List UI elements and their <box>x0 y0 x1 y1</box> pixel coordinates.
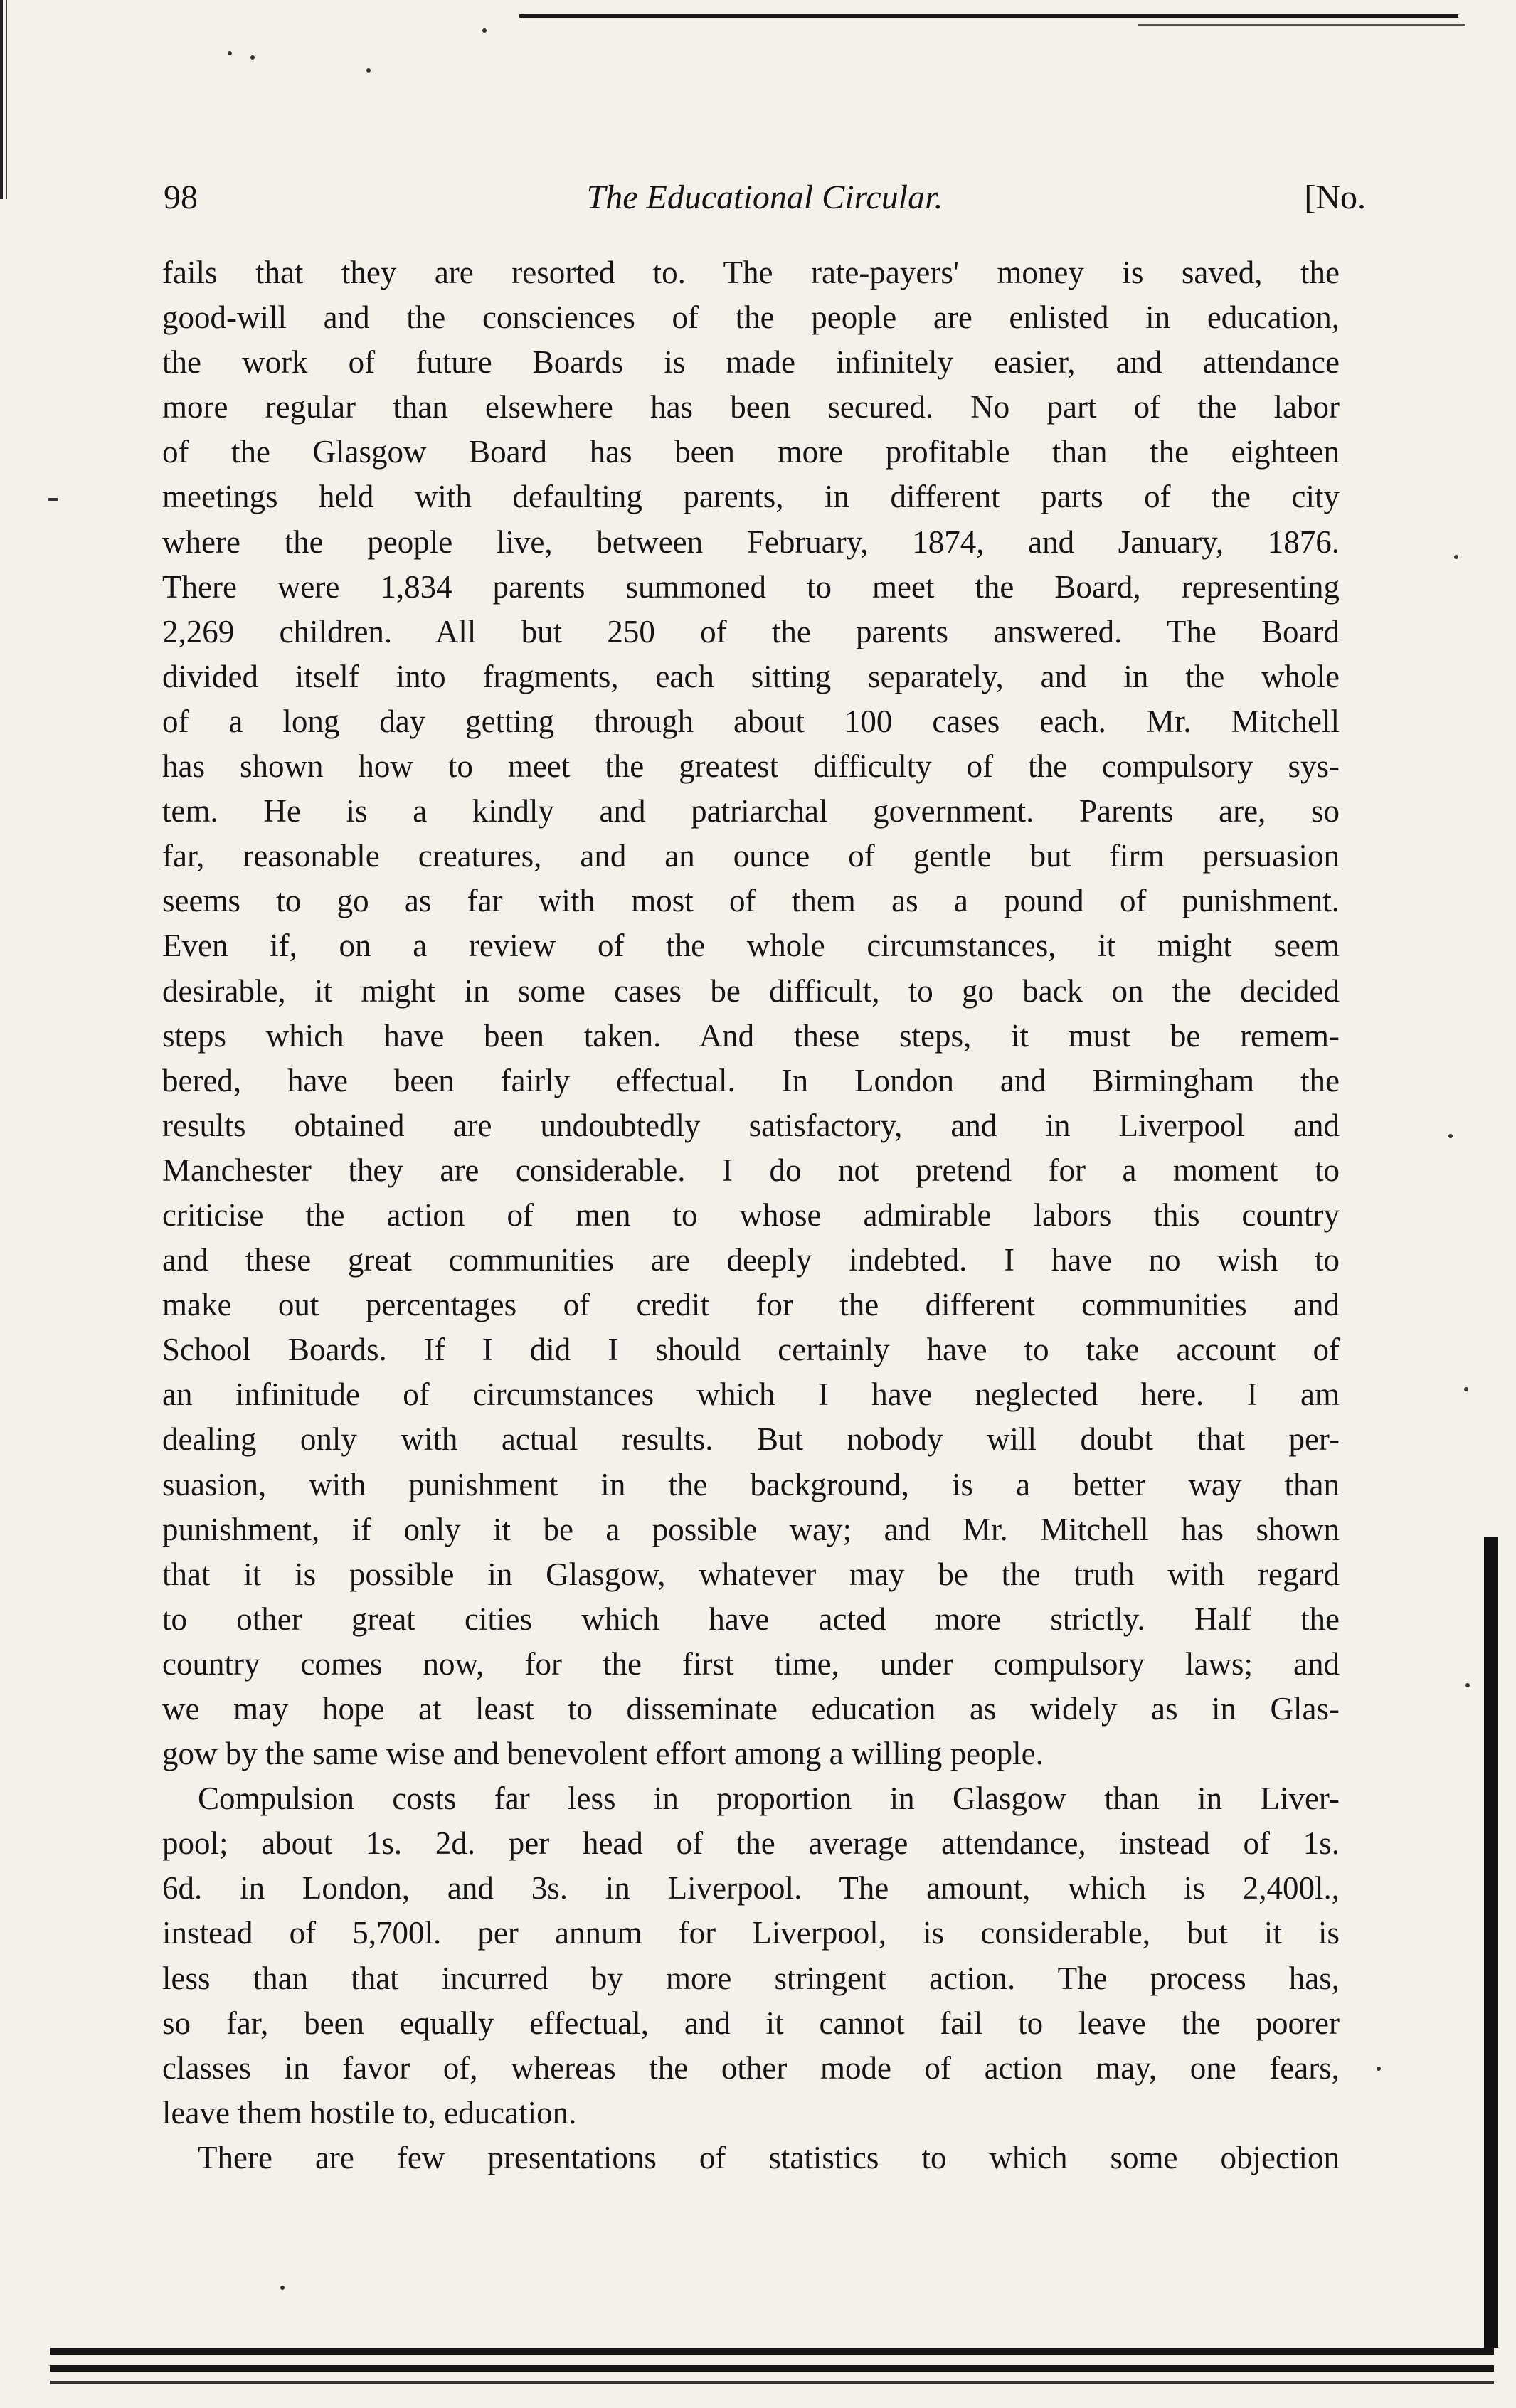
text-line: that it is possible in Glasgow, whatever may be the truth with regard <box>162 1556 1340 1592</box>
running-title: The Educational Circular. <box>586 179 943 216</box>
text-line: fails that they are resorted to. The rate-payers' money is saved, the <box>162 255 1340 290</box>
text-line: bered, have been fairly effectual. In London and Birmingham the <box>162 1062 1340 1098</box>
text-line: has shown how to meet the greatest difficulty of the compulsory sys- <box>162 748 1340 785</box>
text-line: 6d. in London, and 3s. in Liverpool. The amount, which is 2,400l., <box>162 1870 1340 1906</box>
text-line: we may hope at least to disseminate education as widely as in Glas- <box>162 1691 1340 1727</box>
paragraph <box>162 1776 1340 2136</box>
scan-speck <box>48 498 58 501</box>
text-line: to other great cities which have acted more strictly. Half the <box>162 1601 1340 1637</box>
text-line: and these great communities are deeply indebted. I have no wish to <box>162 1242 1340 1278</box>
scan-speck <box>1377 2067 1381 2071</box>
text-line: suasion, with punishment in the background, is a better way than <box>162 1466 1340 1502</box>
text-line: divided itself into fragments, each sitting separately, and in the whole <box>162 658 1340 694</box>
page-header <box>164 169 1366 226</box>
text-line: results obtained are undoubtedly satisfactory, and in Liverpool and <box>162 1107 1340 1143</box>
text-line: classes in favor of, whereas the other mode of action may, one fears, <box>162 2049 1340 2086</box>
text-line: where the people live, between February, 1874, and January, 1876. <box>162 524 1340 560</box>
text-line: punishment, if only it be a possible way; and Mr. Mitchell has shown <box>162 1511 1340 1547</box>
text-line: criticise the action of men to whose admirable labors this country <box>162 1197 1340 1233</box>
scan-speck <box>366 68 371 73</box>
text-line: tem. He is a kindly and patriarchal government. Parents are, so <box>162 793 1340 829</box>
text-line: There are few presentations of statistics to which some objection <box>198 2139 1340 2175</box>
text-line: country comes now, for the first time, under compulsory laws; and <box>162 1645 1340 1682</box>
scan-speck <box>1448 1134 1453 1138</box>
text-line: of a long day getting through about 100 cases each. Mr. Mitchell <box>162 703 1340 739</box>
scan-speck <box>228 51 232 55</box>
scan-top-rule <box>519 14 1458 18</box>
issue-marker: [No. <box>1304 179 1366 216</box>
scan-speck <box>280 2286 285 2290</box>
text-line: seems to go as far with most of them as a pound of punishment. <box>162 883 1340 919</box>
page-number: 98 <box>164 179 198 216</box>
text-line: There were 1,834 parents summoned to meet the Board, representing <box>162 568 1340 605</box>
scan-bottom-rule <box>50 2348 1494 2355</box>
text-line: the work of future Boards is made infinitely easier, and attendance <box>162 344 1340 381</box>
text-line: Even if, on a review of the whole circumstances, it might seem <box>162 928 1340 964</box>
scan-speck <box>250 55 255 60</box>
text-line: instead of 5,700l. per annum for Liverpool, is considerable, but it is <box>162 1915 1340 1951</box>
text-line: so far, been equally effectual, and it cannot fail to leave the poorer <box>162 2005 1340 2041</box>
text-line: good-will and the consciences of the people are enlisted in education, <box>162 299 1340 336</box>
scan-bottom-rule <box>50 2365 1494 2372</box>
text-line: of the Glasgow Board has been more profitable than the eighteen <box>162 434 1340 470</box>
text-line: School Boards. If I did I should certainly have to take account of <box>162 1332 1340 1368</box>
scan-speck <box>482 28 487 33</box>
text-line: desirable, it might in some cases be difficult, to go back on the decided <box>162 972 1340 1009</box>
text-line: dealing only with actual results. But nobody will doubt that per- <box>162 1421 1340 1458</box>
scan-speck <box>1464 1387 1468 1391</box>
scan-right-edge <box>1484 1537 1498 2348</box>
text-line: gow by the same wise and benevolent effort among a willing people. <box>162 1736 1044 1772</box>
text-line: leave them hostile to, education. <box>162 2094 577 2131</box>
text-line: steps which have been taken. And these steps, it must be remem- <box>162 1017 1340 1054</box>
scan-bottom-rule <box>50 2381 1494 2384</box>
paragraph <box>162 250 1340 1776</box>
text-line: far, reasonable creatures, and an ounce of gentle but firm persuasion <box>162 838 1340 874</box>
scan-speck <box>1465 1683 1470 1687</box>
text-line: meetings held with defaulting parents, in different parts of the city <box>162 479 1340 515</box>
text-line: pool; about 1s. 2d. per head of the average attendance, instead of 1s. <box>162 1825 1340 1862</box>
text-line: an infinitude of circumstances which I have neglected here. I am <box>162 1377 1340 1413</box>
scan-speck <box>1454 555 1458 559</box>
body-text <box>162 250 1340 2180</box>
text-line: Compulsion costs far less in proportion in Glasgow than in Liver- <box>198 1781 1340 1817</box>
paragraph <box>162 2136 1340 2180</box>
scan-top-rule-thin <box>1138 24 1465 26</box>
text-line: make out percentages of credit for the different communities and <box>162 1287 1340 1323</box>
text-line: Manchester they are considerable. I do not pretend for a moment to <box>162 1152 1340 1188</box>
text-line: less than that incurred by more stringent action. The process has, <box>162 1960 1340 1996</box>
scan-edge-artifact <box>0 0 11 199</box>
text-line: more regular than elsewhere has been secured. No part of the labor <box>162 389 1340 425</box>
text-line: 2,269 children. All but 250 of the parents answered. The Board <box>162 613 1340 649</box>
